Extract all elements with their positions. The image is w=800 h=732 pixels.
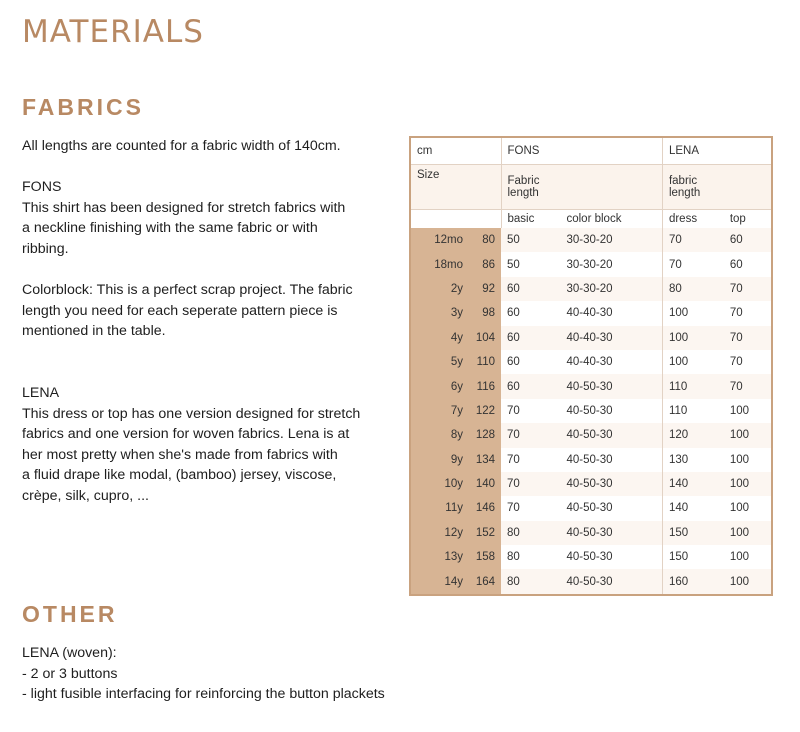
colorblock-cell: 40-40-30 <box>560 301 662 325</box>
size-cell: 8y <box>411 423 469 447</box>
table-row <box>411 423 771 447</box>
dress-cell: 70 <box>662 228 723 252</box>
top-cell: 60 <box>724 228 771 252</box>
unit-header: cm <box>411 138 501 165</box>
fabric-length-table <box>409 136 773 596</box>
fons-line: ribbing. <box>22 240 69 257</box>
colorblock-line: length you need for each seperate pattern piece is <box>22 302 338 319</box>
colorblock-cell: 40-50-30 <box>560 521 662 545</box>
colorblock-cell: 30-30-20 <box>560 252 662 276</box>
dress-cell: 140 <box>662 496 723 520</box>
basic-cell: 70 <box>501 472 560 496</box>
colorblock-cell: 30-30-20 <box>560 228 662 252</box>
colorblock-cell: 40-50-30 <box>560 545 662 569</box>
basic-cell: 70 <box>501 399 560 423</box>
table-row <box>411 326 771 350</box>
table-row <box>411 569 771 593</box>
col-basic: basic <box>507 213 535 225</box>
top-cell: 100 <box>724 545 771 569</box>
size-cell: 14y <box>411 569 469 593</box>
lena-header: LENA <box>662 138 771 165</box>
top-cell: 70 <box>724 277 771 301</box>
size-cell: 11y <box>411 496 469 520</box>
basic-cell: 60 <box>501 350 560 374</box>
fons-title: FONS <box>22 179 62 196</box>
size-header: Size <box>411 165 501 210</box>
lena-title: LENA <box>22 384 60 401</box>
basic-cell: 70 <box>501 496 560 520</box>
size-cell: 12y <box>411 521 469 545</box>
cm-cell: 92 <box>469 277 501 301</box>
cm-cell: 158 <box>469 545 501 569</box>
basic-cell: 60 <box>501 326 560 350</box>
table-row <box>411 252 771 276</box>
lena-line: crèpe, silk, cupro, ... <box>22 487 149 504</box>
col-colorblock: color block <box>560 210 662 229</box>
lena-subheader: fabric length <box>662 165 771 210</box>
top-cell: 70 <box>724 374 771 398</box>
table-row <box>411 521 771 545</box>
empty-cell <box>411 210 501 229</box>
size-cell: 5y <box>411 350 469 374</box>
size-cell: 3y <box>411 301 469 325</box>
fons-subheader: Fabric length <box>501 165 662 210</box>
table-row <box>411 545 771 569</box>
basic-cell: 70 <box>501 423 560 447</box>
table-row <box>411 228 771 252</box>
other-line: - light fusible interfacing for reinforcing the button plackets <box>22 686 385 703</box>
dress-cell: 100 <box>662 350 723 374</box>
cm-cell: 146 <box>469 496 501 520</box>
cm-cell: 104 <box>469 326 501 350</box>
table-row <box>411 374 771 398</box>
table-row <box>411 277 771 301</box>
top-cell: 100 <box>724 472 771 496</box>
size-cell: 10y <box>411 472 469 496</box>
basic-cell: 80 <box>501 545 560 569</box>
dress-cell: 110 <box>662 399 723 423</box>
other-line: - 2 or 3 buttons <box>22 665 118 682</box>
dress-cell: 160 <box>662 569 723 593</box>
cm-cell: 164 <box>469 569 501 593</box>
fabrics-text <box>22 136 407 507</box>
basic-cell: 50 <box>501 228 560 252</box>
colorblock-cell: 40-40-30 <box>560 350 662 374</box>
size-cell: 2y <box>411 277 469 301</box>
basic-cell: 70 <box>501 448 560 472</box>
top-cell: 60 <box>724 252 771 276</box>
dress-cell: 100 <box>662 326 723 350</box>
colorblock-cell: 40-50-30 <box>560 496 662 520</box>
size-cell: 6y <box>411 374 469 398</box>
dress-cell: 130 <box>662 448 723 472</box>
table-row <box>411 472 771 496</box>
cm-cell: 110 <box>469 350 501 374</box>
fons-line: a neckline finishing with the same fabric or with <box>22 220 318 237</box>
cm-cell: 122 <box>469 399 501 423</box>
other-text <box>22 643 522 705</box>
dress-cell: 70 <box>662 252 723 276</box>
top-cell: 70 <box>724 326 771 350</box>
fons-line: This shirt has been designed for stretch fabrics with <box>22 199 346 216</box>
size-cell: 9y <box>411 448 469 472</box>
col-dress: dress <box>668 213 698 225</box>
page-title: MATERIALS <box>22 14 204 50</box>
colorblock-cell: 30-30-20 <box>560 277 662 301</box>
top-cell: 100 <box>724 399 771 423</box>
basic-cell: 80 <box>501 569 560 593</box>
colorblock-line: mentioned in the table. <box>22 323 166 340</box>
table-row <box>411 301 771 325</box>
lena-line: fabrics and one version for woven fabrics. Lena is at <box>22 426 350 443</box>
colorblock-cell: 40-50-30 <box>560 472 662 496</box>
dress-cell: 150 <box>662 521 723 545</box>
size-cell: 12mo <box>411 228 469 252</box>
basic-cell: 60 <box>501 374 560 398</box>
table-row <box>411 350 771 374</box>
cm-cell: 134 <box>469 448 501 472</box>
colorblock-cell: 40-50-30 <box>560 569 662 593</box>
dress-cell: 80 <box>662 277 723 301</box>
colorblock-cell: 40-50-30 <box>560 399 662 423</box>
dress-cell: 100 <box>662 301 723 325</box>
top-cell: 100 <box>724 423 771 447</box>
size-cell: 13y <box>411 545 469 569</box>
lena-line: her most pretty when she's made from fabrics with <box>22 446 338 463</box>
cm-cell: 80 <box>469 228 501 252</box>
top-cell: 100 <box>724 569 771 593</box>
dress-cell: 120 <box>662 423 723 447</box>
intro-text: All lengths are counted for a fabric width of 140cm. <box>22 138 341 154</box>
size-cell: 4y <box>411 326 469 350</box>
cm-cell: 152 <box>469 521 501 545</box>
size-cell: 18mo <box>411 252 469 276</box>
table-row <box>411 448 771 472</box>
size-cell: 7y <box>411 399 469 423</box>
dress-cell: 140 <box>662 472 723 496</box>
col-top: top <box>729 213 746 225</box>
colorblock-cell: 40-50-30 <box>560 448 662 472</box>
cm-cell: 116 <box>469 374 501 398</box>
fons-header: FONS <box>501 138 662 165</box>
basic-cell: 60 <box>501 301 560 325</box>
table-row <box>411 496 771 520</box>
table-row <box>411 399 771 423</box>
top-cell: 100 <box>724 496 771 520</box>
dress-cell: 150 <box>662 545 723 569</box>
colorblock-cell: 40-50-30 <box>560 423 662 447</box>
colorblock-line: Colorblock: This is a perfect scrap project. The fabric <box>22 282 353 299</box>
top-cell: 70 <box>724 301 771 325</box>
cm-cell: 128 <box>469 423 501 447</box>
lena-line: a fluid drape like modal, (bamboo) jersey, viscose, <box>22 467 337 484</box>
top-cell: 100 <box>724 521 771 545</box>
basic-cell: 60 <box>501 277 560 301</box>
fabrics-heading: FABRICS <box>22 94 144 120</box>
cm-cell: 140 <box>469 472 501 496</box>
dress-cell: 110 <box>662 374 723 398</box>
cm-cell: 86 <box>469 252 501 276</box>
basic-cell: 50 <box>501 252 560 276</box>
lena-line: This dress or top has one version designed for stretch <box>22 405 361 422</box>
colorblock-cell: 40-50-30 <box>560 374 662 398</box>
other-heading: OTHER <box>22 601 118 627</box>
cm-cell: 98 <box>469 301 501 325</box>
basic-cell: 80 <box>501 521 560 545</box>
colorblock-cell: 40-40-30 <box>560 326 662 350</box>
top-cell: 100 <box>724 448 771 472</box>
other-line: LENA (woven): <box>22 645 117 661</box>
top-cell: 70 <box>724 350 771 374</box>
